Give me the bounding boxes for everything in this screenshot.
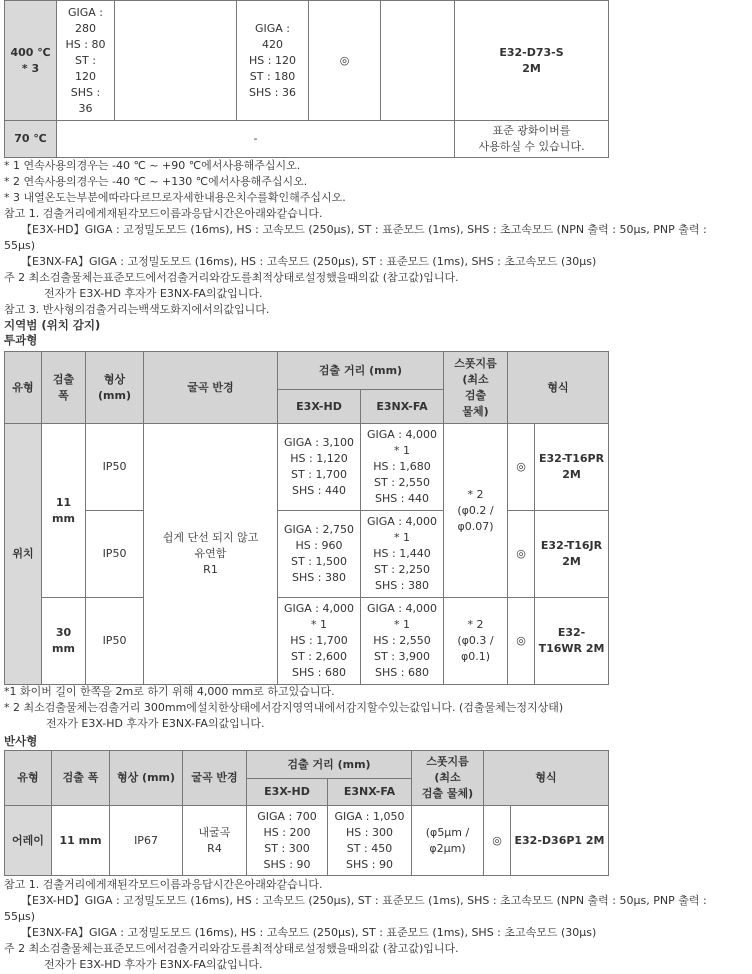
header-bend-radius: 굴곡 반경 xyxy=(144,352,278,424)
e3nx-fa-distance: GIGA : 420 HS : 120 ST : 180 SHS : 36 xyxy=(237,1,309,121)
spot-diameter: * 2 (φ0.3 / φ0.1) xyxy=(444,598,508,685)
header-distance: 검출 거리 (mm) xyxy=(247,751,412,779)
header-type: 유형 xyxy=(5,352,42,424)
ref-1: 참고 1. 검출거리에게재된각모드이름과응답시간은아래와같습니다. xyxy=(4,207,323,220)
model-e32-d73-s: E32-D73-S 2M xyxy=(455,1,609,121)
empty-cell xyxy=(381,1,455,121)
section-title: 지역범 (위치 감지) xyxy=(4,318,101,332)
ref-3: 참고 3. 반사형의검출거리는백색도화지에서의값입니다. xyxy=(4,303,270,316)
header-shape: 형상 (mm) xyxy=(110,751,183,806)
model-e32-t16jr: E32-T16JR 2M xyxy=(535,511,609,598)
note-3: * 3 내열온도는부분에따라다르므로자세한내용은치수를확인해주십시오. xyxy=(4,191,346,204)
circle-symbol-icon: ◎ xyxy=(508,511,535,598)
header-bend-radius: 굴곡 반경 xyxy=(183,751,247,806)
header-e3x-hd: E3X-HD xyxy=(278,390,361,424)
ref-1-fa: 【E3NX-FA】GIGA : 고정밀도모드 (16ms), HS : 고속모드 (250μs), ST : 표준모드 (1ms), SHS : 초고속모드 (30μs) xyxy=(21,926,597,939)
ref-1-hd-cont: 55μs) xyxy=(4,239,36,252)
note-min-object: * 2 최소검출물체는검출거리 300mm에설치한상태에서감지영역내에서감지할수있는값입니다. (검출물체는정지상태) xyxy=(4,701,564,714)
hd-distance: GIGA : 700 HS : 200 ST : 300 SHS : 90 xyxy=(247,806,328,876)
header-distance: 검출 거리 (mm) xyxy=(278,352,444,390)
note-1: * 1 연속사용의경우는 -40 ℃ ~ +90 ℃에서사용해주십시오. xyxy=(4,159,301,172)
ref-1-hd-cont: 55μs) xyxy=(4,910,36,923)
subsection-title-reflective: 반사형 xyxy=(4,734,38,748)
note-fiber-length: *1 화이버 길이 한쪽을 2m로 하기 위해 4,000 mm로 하고있습니다. xyxy=(4,685,335,698)
ref-1-hd: 【E3X-HD】GIGA : 고정밀도모드 (16ms), HS : 고속모드 (250μs), ST : 표준모드 (1ms), SHS : 초고속모드 (NPN 출력 : 50μs, PNP 출력 : xyxy=(21,894,707,907)
fa-distance: GIGA : 4,000 * 1 HS : 2,550 ST : 3,900 SHS : 680 xyxy=(361,598,444,685)
header-width: 검출 폭 xyxy=(52,751,110,806)
header-spot: 스폿지름 (최소 검출 물체) xyxy=(412,751,484,806)
note-min-object-sub: 전자가 E3X-HD 후자가 E3NX-FA의값입니다. xyxy=(46,717,265,730)
header-shape: 형상 (mm) xyxy=(86,352,144,424)
shape-ip67: IP67 xyxy=(110,806,183,876)
notes-mid xyxy=(4,684,752,749)
header-e3nx-fa: E3NX-FA xyxy=(361,390,444,424)
bend-radius-r4: 내굴곡 R4 xyxy=(183,806,247,876)
temp-70-model-note: 표준 광화이버를 사용하실 수 있습니다. xyxy=(455,121,609,158)
hd-distance: GIGA : 4,000 * 1 HS : 1,700 ST : 2,600 SHS : 680 xyxy=(278,598,361,685)
shape-ip50: IP50 xyxy=(86,598,144,685)
ref-1: 참고 1. 검출거리에게재된각모드이름과응답시간은아래와같습니다. xyxy=(4,878,323,891)
notes-top xyxy=(4,158,752,348)
e3x-hd-distance: GIGA : 280 HS : 80 ST : 120 SHS : 36 xyxy=(57,1,115,121)
header-width: 검출 폭 xyxy=(42,352,86,424)
temp-70-value: - xyxy=(57,121,455,158)
circle-symbol-icon: ◎ xyxy=(508,598,535,685)
spot-diameter: * 2 (φ0.2 / φ0.07) xyxy=(444,424,508,598)
note-2-min-object: 주 2 최소검출물체는표준모드에서검출거리와감도를최적상태로설정했을때의값 (참고값)입니다. xyxy=(4,271,459,284)
shape-ip50: IP50 xyxy=(86,511,144,598)
fa-distance: GIGA : 4,000 * 1 HS : 1,680 ST : 2,550 SHS : 440 xyxy=(361,424,444,511)
header-model: 형식 xyxy=(508,352,609,424)
circle-symbol-icon: ◎ xyxy=(484,806,511,876)
notes-bottom xyxy=(4,877,752,973)
spot-diameter: (φ5μm / φ2μm) xyxy=(412,806,484,876)
empty-cell xyxy=(115,1,237,121)
note-2-sub: 전자가 E3X-HD 후자가 E3NX-FA의값입니다. xyxy=(44,958,263,971)
reflective-table xyxy=(4,750,609,876)
note-2: * 2 연속사용의경우는 -40 ℃ ~ +130 ℃에서사용해주십시오. xyxy=(4,175,308,188)
heat-table xyxy=(4,0,609,158)
circle-symbol-icon: ◎ xyxy=(309,1,381,121)
model-e32-t16wr: E32- T16WR 2M xyxy=(535,598,609,685)
type-position: 위치 xyxy=(5,424,42,685)
subsection-title-transmissive: 투과형 xyxy=(4,333,38,347)
header-model: 형식 xyxy=(484,751,609,806)
header-e3x-hd: E3X-HD xyxy=(247,779,328,806)
ref-1-fa: 【E3NX-FA】GIGA : 고정밀도모드 (16ms), HS : 고속모드 (250μs), ST : 표준모드 (1ms), SHS : 초고속모드 (30μs) xyxy=(21,255,597,268)
header-e3nx-fa: E3NX-FA xyxy=(328,779,412,806)
temp-400-label: 400 ℃ * 3 xyxy=(5,1,57,121)
transmissive-table xyxy=(4,351,609,685)
width-11mm: 11 mm xyxy=(42,424,86,598)
fa-distance: GIGA : 1,050 HS : 300 ST : 450 SHS : 90 xyxy=(328,806,412,876)
bend-radius-r1: 쉽게 단선 되지 않고 유연함 R1 xyxy=(144,424,278,685)
hd-distance: GIGA : 3,100 HS : 1,120 ST : 1,700 SHS : 440 xyxy=(278,424,361,511)
header-spot: 스폿지름 (최소 검출 물체) xyxy=(444,352,508,424)
temp-70-label: 70 ℃ xyxy=(5,121,57,158)
width-11mm: 11 mm xyxy=(52,806,110,876)
type-array: 어레이 xyxy=(5,806,52,876)
shape-ip50: IP50 xyxy=(86,424,144,511)
note-2-sub: 전자가 E3X-HD 후자가 E3NX-FA의값입니다. xyxy=(44,287,263,300)
model-e32-t16pr: E32-T16PR 2M xyxy=(535,424,609,511)
ref-1-hd: 【E3X-HD】GIGA : 고정밀도모드 (16ms), HS : 고속모드 (250μs), ST : 표준모드 (1ms), SHS : 초고속모드 (NPN 출력 : 50μs, PNP 출력 : xyxy=(21,223,707,236)
model-e32-d36p1: E32-D36P1 2M xyxy=(511,806,609,876)
fa-distance: GIGA : 4,000 * 1 HS : 1,440 ST : 2,250 SHS : 380 xyxy=(361,511,444,598)
circle-symbol-icon: ◎ xyxy=(508,424,535,511)
note-2-min-object: 주 2 최소검출물체는표준모드에서검출거리와감도를최적상태로설정했을때의값 (참고값)입니다. xyxy=(4,942,459,955)
hd-distance: GIGA : 2,750 HS : 960 ST : 1,500 SHS : 380 xyxy=(278,511,361,598)
width-30mm: 30 mm xyxy=(42,598,86,685)
header-type: 유형 xyxy=(5,751,52,806)
